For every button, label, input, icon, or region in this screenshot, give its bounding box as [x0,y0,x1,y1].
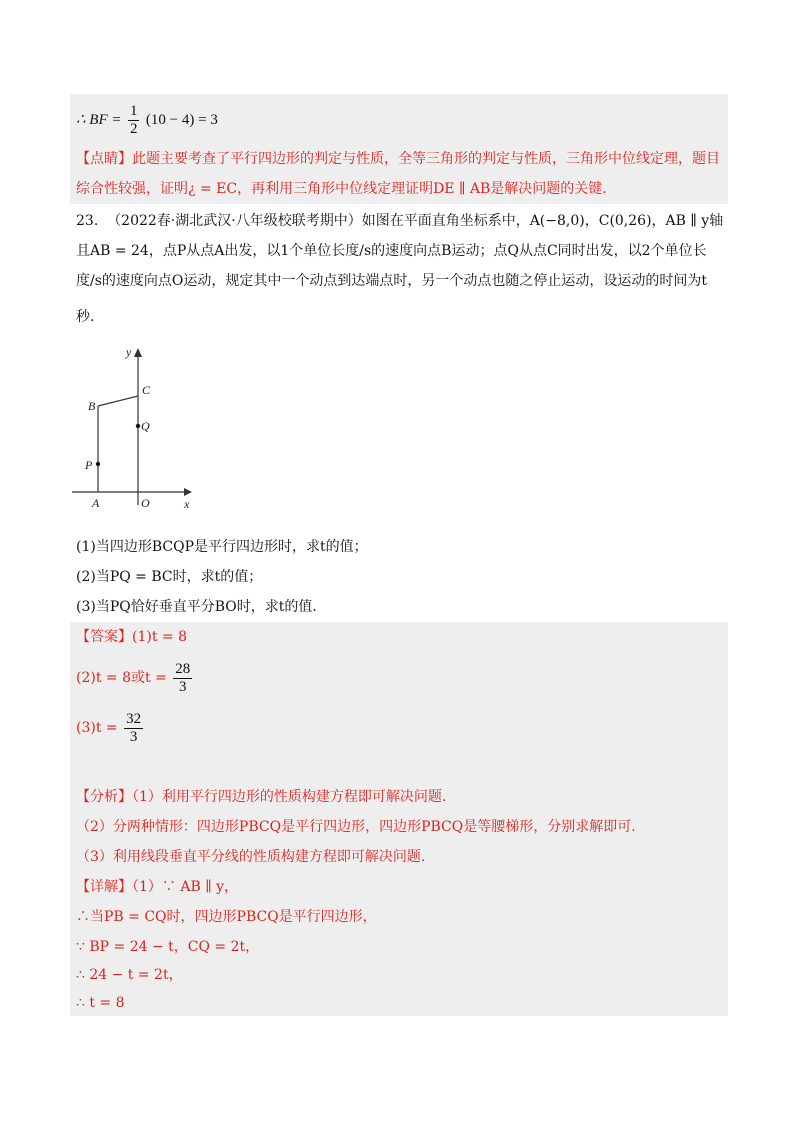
detail-line-1 [76,876,238,898]
answer-3-fraction [124,711,143,746]
dianjing-text-1: 此题主要考查了平行四边形的判定与性质，全等三角形的判定与性质，三角形中位线定理，题目 [132,151,720,167]
sub-question-1-text: (1)当四边形BCQP是平行四边形时，求t的值； [76,539,368,555]
question-text-3: 度/s的速度向点O运动，规定其中一个动点到达端点时，另一个动点也随之停止运动，设运动的时间为t [76,273,708,289]
question-line-2 [76,240,707,262]
label-c: C [142,383,151,397]
detail-text-5: ∴ t = 8 [76,995,125,1011]
dianjing-line-2 [76,178,607,200]
y-axis-arrow [134,348,142,357]
sub-question-1 [76,536,368,558]
sub-question-3 [76,596,317,618]
analysis-line-1 [76,786,446,808]
x-axis-arrow [184,488,192,496]
detail-line-3 [76,936,259,958]
analysis-text-3: （3）利用线段垂直平分线的性质构建方程即可解决问题. [76,849,426,865]
answer-line-2 [76,658,194,698]
sub-question-2 [76,566,262,588]
dianjing-line-1 [76,148,720,170]
answer-line-3 [76,708,145,748]
bf-frac-num: 1 [129,102,138,119]
sub-question-3-text: (3)当PQ恰好垂直平分BO时，求t的值. [76,599,317,615]
analysis-tag: 【分析】 [76,789,132,805]
label-y: y [126,345,132,359]
detail-line-4 [76,964,183,986]
label-x: x [184,497,190,511]
answer-3-den: 3 [129,728,138,745]
analysis-text-2: （2）分两种情形：四边形PBCQ是平行四边形，四边形PBCQ是等腰梯形，分别求解即可. [76,819,636,835]
detail-text-1: （1）∵ AB ∥ y， [132,879,239,895]
detail-text-2: ∴当PB = CQ时，四边形PBCQ是平行四边形， [76,909,377,925]
label-b: B [88,399,96,413]
label-a: A [92,496,100,510]
detail-text-3: ∵ BP = 24 − t，CQ = 2t， [76,939,260,955]
question-line-1 [76,210,723,232]
segment-bc [98,396,138,406]
bf-fraction [128,103,140,138]
detail-line-5 [76,992,125,1014]
bf-lhs: ∴ BF = [76,112,122,128]
answer-1: (1)t = 8 [132,629,187,645]
question-line-4 [76,306,94,328]
point-p [96,462,100,466]
label-q: Q [141,419,150,433]
label-p: P [85,458,93,472]
analysis-line-3 [76,846,425,868]
detail-text-4: ∴ 24 − t = 2t， [76,967,183,983]
answer-3-num: 32 [126,710,142,727]
dianjing-tag: 【点睛】 [76,151,132,167]
answer-2-num: 28 [175,660,191,677]
analysis-text-1: （1）利用平行四边形的性质构建方程即可解决问题. [132,789,447,805]
answer-2-prefix: (2)t = 8或t = [76,670,167,686]
bf-rest: (10 − 4) = 3 [145,112,218,128]
detail-tag: 【详解】 [76,879,132,895]
analysis-line-2 [76,816,636,838]
answer-3-prefix: (3)t = [76,720,118,736]
question-text-1: （2022春·湖北武汉·八年级校联考期中）如图在平面直角坐标系中，A(−8,0)，C(0,26)，AB ∥ y轴 [107,213,724,229]
point-q [136,424,140,428]
bf-frac-den: 2 [129,120,138,137]
question-line-3 [76,270,707,292]
answer-2-den: 3 [179,678,187,695]
answer-line-1 [76,626,187,648]
label-o: O [141,496,150,510]
question-text-2: 且AB = 24，点P从点A出发，以1个单位长度/s的速度向点B运动；点Q从点C同时出发，以2个单位长 [76,243,707,259]
answer-tag: 【答案】 [76,629,132,645]
question-text-4: 秒. [76,309,95,325]
dianjing-text-2: 综合性较强，证明¿ = EC，再利用三角形中位线定理证明DE ∥ AB是解决问题的关键. [76,181,607,197]
coordinate-figure [70,340,210,520]
answer-2-fraction [173,661,192,696]
bf-equation [76,100,218,140]
sub-question-2-text: (2)当PQ = BC时，求t的值； [76,569,263,585]
question-number: 23. [76,213,99,229]
detail-line-2 [76,906,377,928]
